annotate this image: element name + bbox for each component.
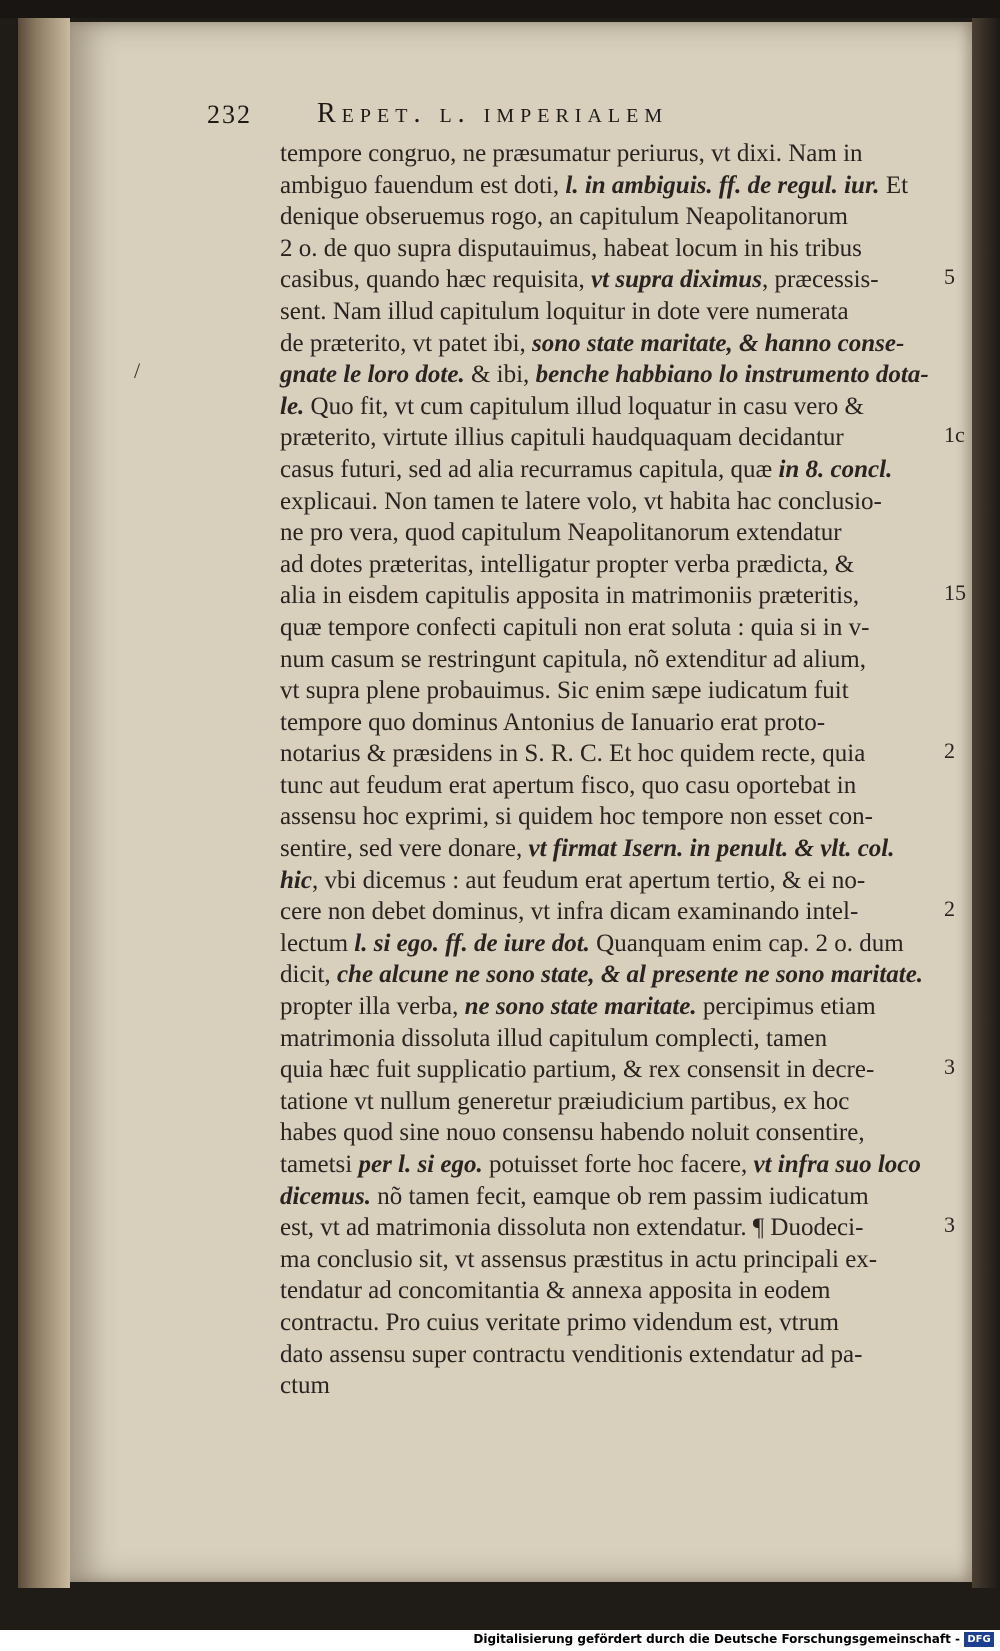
body-span: matrimonia dissoluta illud capitulum complecti, tamen [280,1024,828,1052]
text-line [280,801,940,833]
citation-text: per l. si ego. [358,1151,483,1178]
text-line [280,1181,940,1213]
body-span: dicit, [280,961,337,989]
text-line [280,1086,940,1118]
text-line [280,359,940,391]
body-span: sentire, sed vere donare, [280,835,529,863]
footer-bar [0,1630,1000,1651]
text-line [280,1275,940,1307]
text-line [280,707,940,739]
body-span: quæ tempore confecti capituli non erat soluta : quia si in v- [280,613,870,641]
text-line [280,549,940,581]
body-span: contractu. Pro cuius veritate primo videndum est, vtrum [280,1308,839,1336]
citation-text: sono state maritate, & hanno conse- [532,329,905,357]
body-span: percipimus etiam [696,993,876,1021]
citation-text: l. si ego. ff. de iure dot. [354,929,590,957]
body-span: sent. Nam illud capitulum loquitur in dote vere numerata [280,297,849,325]
body-span: & ibi, [464,361,536,389]
body-span: nõ tamen fecit, eamque ob rem passim iudicatum [370,1182,869,1210]
margin-number: 5 [944,264,955,290]
page-header [207,96,827,136]
body-span: casus futuri, sed ad alia recurramus capitula, quæ [280,455,779,483]
margin-number: 2 [944,738,955,764]
text-line [280,612,940,644]
body-span: assensu hoc exprimi, si quidem hoc tempore non esset con- [280,803,873,831]
citation-text: dicemus. [280,1182,371,1210]
body-span: quia hæc fuit supplicatio partium, & rex consensit in decre- [280,1056,875,1084]
citation-text: vt supra diximus [591,266,762,294]
citation-text: hic [280,866,312,894]
body-text [280,138,940,1402]
text-line [280,738,940,770]
body-span: 2 o. de quo supra disputauimus, habeat locum in his tribus [280,234,862,262]
text-line [280,138,940,170]
text-line [280,1054,940,1086]
text-line [280,233,940,265]
body-span: alia in eisdem capitulis apposita in matrimoniis præteritis, [280,582,860,610]
text-line [280,328,940,360]
text-line [280,580,940,612]
text-line [280,264,940,296]
digitization-credit: Digitalisierung gefördert durch die Deutsche Forschungsgemeinschaft - [473,1632,960,1646]
body-span: præterito, virtute illius capituli haudquaquam decidantur [280,424,844,452]
body-span: ctum [280,1372,330,1400]
body-span: habes quod sine nouo consensu habendo noluit consentire, [280,1119,865,1147]
book-spine [18,18,70,1588]
body-span: est, vt ad matrimonia dissoluta non extendatur. ¶ Duodeci- [280,1214,864,1242]
text-line [280,1212,940,1244]
margin-number: 3 [944,1212,955,1238]
citation-text: ne sono state maritate. [464,993,697,1021]
body-span: tatione vt nullum generetur præiudicium partibus, ex hoc [280,1087,850,1115]
dfg-logo[interactable]: DFG [964,1632,994,1647]
body-span: tempore congruo, ne præsumatur periurus, vt dixi. Nam in [280,140,863,167]
body-span: tempore quo dominus Antonius de Ianuario erat proto- [280,708,826,736]
citation-text: vt infra suo loco [753,1151,921,1178]
margin-mark: / [134,358,141,383]
text-line [280,1023,940,1055]
text-line [280,865,940,897]
text-line [280,170,940,202]
citation-text: gnate le loro dote. [280,361,465,389]
text-line [280,1149,940,1181]
margin-number: 2 [944,896,955,922]
text-line [280,896,940,928]
text-line [280,454,940,486]
body-span: lectum [280,929,355,957]
body-span: ad dotes præteritas, intelligatur propter verba prædicta, & [280,550,855,578]
text-line [280,928,940,960]
citation-text: che alcune ne sono state, & al presente ne sono maritate. [336,961,924,989]
text-line [280,1244,940,1276]
body-span: dato assensu super contractu venditionis extendatur ad pa- [280,1340,863,1368]
body-span: Quo fit, vt cum capitulum illud loquatur in casu vero & [304,392,864,420]
text-line [280,770,940,802]
text-line [280,391,940,423]
text-line [280,1370,940,1402]
running-title: Repet. l. imperialem [317,98,669,129]
body-span: ma conclusio sit, vt assensus præstitus in actu principali ex- [280,1245,878,1273]
text-line [280,959,940,991]
body-span: Et [879,171,909,199]
page-edge [972,18,1000,1588]
body-span: explicaui. Non tamen te latere volo, vt habita hac conclusio- [280,487,882,515]
viewer-top-bar [0,0,1000,18]
text-line [280,991,940,1023]
text-line [280,1307,940,1339]
margin-number: 3 [944,1054,955,1080]
citation-text: le. [280,392,305,420]
text-line [280,644,940,676]
body-span: tendatur ad concomitantia & annexa apposita in eodem [280,1277,831,1305]
body-span: , vbi dicemus : aut feudum erat apertum tertio, & ei no- [311,866,866,894]
body-span: Quanquam enim cap. 2 o. dum [589,929,904,957]
body-span: cere non debet dominus, vt infra dicam examinando intel- [280,898,859,926]
body-span: potuisset forte hoc facere, [482,1151,754,1178]
body-span: notarius & præsidens in S. R. C. Et hoc quidem recte, quia [280,740,866,768]
citation-text: l. in ambiguis. ff. de regul. iur. [565,171,880,199]
body-span: ne pro vera, quod capitulum Neapolitanorum extendatur [280,519,842,547]
text-line [280,296,940,328]
body-span: vt supra plene probauimus. Sic enim sæpe iudicatum fuit [280,677,849,705]
body-span: num casum se restringunt capitula, nõ extenditur ad alium, [280,645,866,673]
body-span: tametsi [280,1151,359,1178]
text-line [280,486,940,518]
text-line [280,833,940,865]
citation-text: benche habbiano lo instrumento dota- [535,361,929,389]
text-line [280,201,940,233]
text-line [280,675,940,707]
citation-text: in 8. concl. [778,455,893,483]
citation-text: vt firmat Isern. in penult. & vlt. col. [528,835,895,863]
margin-number: 15 [944,580,966,606]
text-line [280,1339,940,1371]
body-span: tunc aut feudum erat apertum fisco, quo casu oportebat in [280,771,857,799]
text-line [280,1117,940,1149]
body-span: denique obseruemus rogo, an capitulum Neapolitanorum [280,203,848,231]
body-span: propter illa verba, [280,993,465,1021]
body-span: casibus, quando hæc requisita, [280,266,592,294]
text-line [280,517,940,549]
body-span: de præterito, vt patet ibi, [280,329,533,357]
body-span: , præcessis- [761,266,879,294]
margin-number: 1c [944,422,965,448]
folio-number: 232 [207,100,252,129]
text-line [280,422,940,454]
body-span: ambiguo fauendum est doti, [280,171,566,199]
